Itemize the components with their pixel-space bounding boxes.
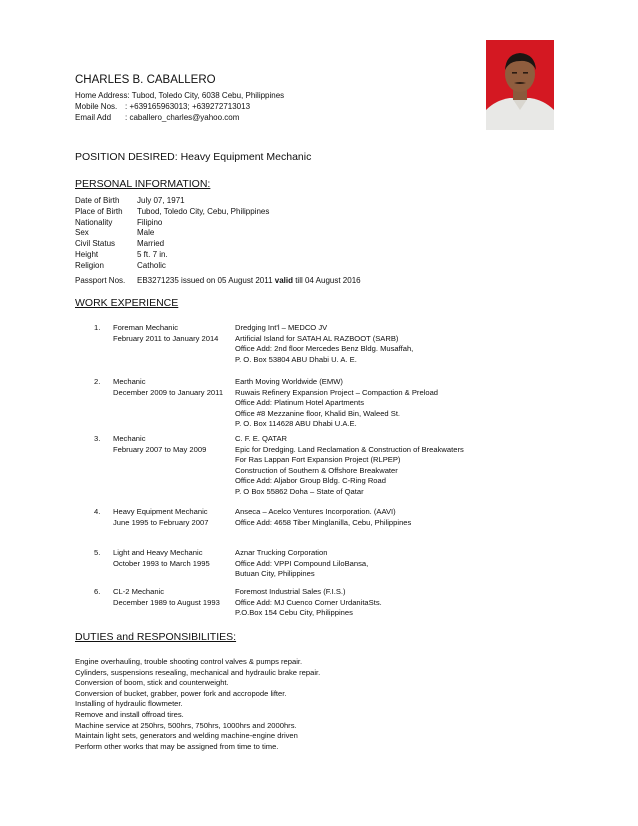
personal-info-label: Civil Status <box>75 239 116 249</box>
person-portrait-icon <box>486 40 554 130</box>
passport-number-text: EB3271235 issued on 05 August 2011 <box>137 276 275 285</box>
job-title: Mechanic <box>113 434 146 443</box>
personal-info-value: Filipino <box>137 217 163 227</box>
personal-info-label: Height <box>75 250 99 259</box>
job-title: CL-2 Mechanic <box>113 587 165 596</box>
home-address-label: Home Address: <box>75 91 130 100</box>
job-number: 5. <box>94 548 101 557</box>
job-number: 6. <box>94 587 101 596</box>
applicant-name: CHARLES B. CABALLERO <box>75 74 216 86</box>
personal-info-row <box>75 207 269 216</box>
mobile-label: Mobile Nos. <box>75 102 118 111</box>
email-value: : caballero_charles@yahoo.com <box>125 113 240 122</box>
passport-valid-text: valid <box>274 276 293 285</box>
job-period: June 1995 to February 2007 <box>113 517 209 527</box>
employer-name: C. F. E. QATAR <box>235 434 288 443</box>
home-address-value: Tubod, Toledo City, 6038 Cebu, Philippines <box>131 91 285 100</box>
duties-heading: DUTIES and RESPONSIBILITIES: <box>75 631 237 643</box>
job-period: February 2007 to May 2009 <box>113 444 207 454</box>
personal-info-value: July 07, 1971 <box>137 196 185 205</box>
job-number: 4. <box>94 507 101 516</box>
personal-info-label: Sex <box>75 228 89 238</box>
employer-detail: Office Add: VPPI Compound LiloBansa, <box>235 558 369 568</box>
duty-item: Installing of hydraulic flowmeter. <box>75 699 183 709</box>
employer-name: Dredging Int'l – MEDCO JV <box>235 323 328 332</box>
job-period: October 1993 to March 1995 <box>113 558 210 568</box>
job-number: 1. <box>94 323 101 332</box>
employer-detail: Butuan City, Philippines <box>235 569 315 579</box>
job-title: Foreman Mechanic <box>113 323 178 332</box>
job-title: Heavy Equipment Mechanic <box>113 507 208 516</box>
mobile-value: : +639165963013; +639272713013 <box>125 102 251 111</box>
personal-info-value: Married <box>137 239 165 249</box>
employer-detail: P.O.Box 154 Cebu City, Philippines <box>235 608 353 618</box>
personal-info-label: Date of Birth <box>75 196 120 205</box>
employer-detail: Office Add: 4658 Tiber Minglanilla, Cebu, Philippines <box>235 517 412 527</box>
passport-label: Passport Nos. <box>75 276 126 285</box>
employer-detail: For Ras Lappan Fort Expansion Project (RLPEP) <box>235 455 401 465</box>
email-label: Email Add <box>75 113 112 122</box>
personal-info-label: Nationality <box>75 217 113 227</box>
job-title: Mechanic <box>113 377 146 386</box>
job-number: 2. <box>94 377 101 386</box>
personal-info-value: 5 ft. 7 in. <box>137 250 168 259</box>
employer-name: Anseca – Acelco Ventures Incorporation. (AAVI) <box>235 507 396 516</box>
personal-info-value: Tubod, Toledo City, Cebu, Philippines <box>137 206 270 216</box>
employer-name: Foremost Industrial Sales (F.I.S.) <box>235 587 346 596</box>
employer-detail: P. O. Box 53804 ABU Dhabi U. A. E. <box>235 354 357 364</box>
employer-detail: Office Add: Aljabor Group Bldg. C-Ring Road <box>235 476 386 486</box>
personal-info-row <box>75 196 185 205</box>
work-experience-heading: WORK EXPERIENCE <box>75 297 179 309</box>
personal-info-heading: PERSONAL INFORMATION: <box>75 178 211 190</box>
duty-item: Maintain light sets, generators and welding machine-engine driven <box>75 731 298 741</box>
personal-info-label: Place of Birth <box>75 206 123 216</box>
employer-detail: P. O Box 55862 Doha – State of Qatar <box>235 487 364 496</box>
employer-detail: Epic for Dredging. Land Reclamation & Construction of Breakwaters <box>235 444 464 454</box>
job-period: December 1989 to August 1993 <box>113 597 220 607</box>
employer-detail: P. O. Box 114628 ABU Dhabi U.A.E. <box>235 419 357 429</box>
home-address-row <box>75 90 284 101</box>
employer-name: Aznar Trucking Corporation <box>235 548 328 557</box>
personal-info-row <box>75 228 154 237</box>
personal-info-row <box>75 261 166 270</box>
position-desired: POSITION DESIRED: Heavy Equipment Mechanic <box>75 151 312 163</box>
job-number: 3. <box>94 434 101 443</box>
duty-item: Conversion of bucket, grabber, power fork and accropode lifter. <box>75 688 287 698</box>
personal-info-value: Catholic <box>137 260 166 270</box>
employer-detail: Construction of Southern & Offshore Breakwater <box>235 465 398 475</box>
employer-name: Earth Moving Worldwide (EMW) <box>235 377 343 386</box>
duty-item: Machine service at 250hrs, 500hrs, 750hrs, 1000hrs and 2000hrs. <box>75 720 297 730</box>
duty-item: Engine overhauling, trouble shooting control valves & pumps repair. <box>75 657 303 666</box>
employer-detail: Artificial Island for SATAH AL RAZBOOT (SARB) <box>235 333 399 343</box>
profile-photo <box>486 40 554 130</box>
employer-detail: Office Add: MJ Cuenco Corner UrdanitaSts. <box>235 597 382 607</box>
mobile-row <box>75 101 250 112</box>
employer-detail: Office #8 Mezzanine floor, Khalid Bin, Waleed St. <box>235 408 401 418</box>
passport-expiry-text: till 04 August 2016 <box>292 276 361 285</box>
email-row <box>75 112 239 123</box>
job-title: Light and Heavy Mechanic <box>113 548 203 557</box>
personal-info-value: Male <box>137 228 155 238</box>
passport-row <box>75 276 361 285</box>
duties-list <box>75 657 320 752</box>
personal-info-label: Religion <box>75 260 104 270</box>
job-period: December 2009 to January 2011 <box>113 387 224 397</box>
personal-info-row <box>75 250 168 259</box>
duty-item: Cylinders, suspensions resealing, mechanical and hydraulic brake repair. <box>75 667 321 677</box>
personal-info-row <box>75 239 164 248</box>
personal-info-row <box>75 218 162 227</box>
job-period: February 2011 to January 2014 <box>113 333 219 343</box>
employer-detail: Office Add: 2nd floor Mercedes Benz Bldg. Musaffah, <box>235 344 414 354</box>
duty-item: Conversion of boom, stick and counterweight. <box>75 678 229 688</box>
duty-item: Perform other works that may be assigned from time to time. <box>75 741 279 751</box>
employer-detail: Ruwais Refinery Expansion Project – Compaction & Preload <box>235 387 439 397</box>
employer-detail: Office Add: Platinum Hotel Apartments <box>235 398 365 408</box>
duty-item: Remove and install offroad tires. <box>75 709 184 719</box>
